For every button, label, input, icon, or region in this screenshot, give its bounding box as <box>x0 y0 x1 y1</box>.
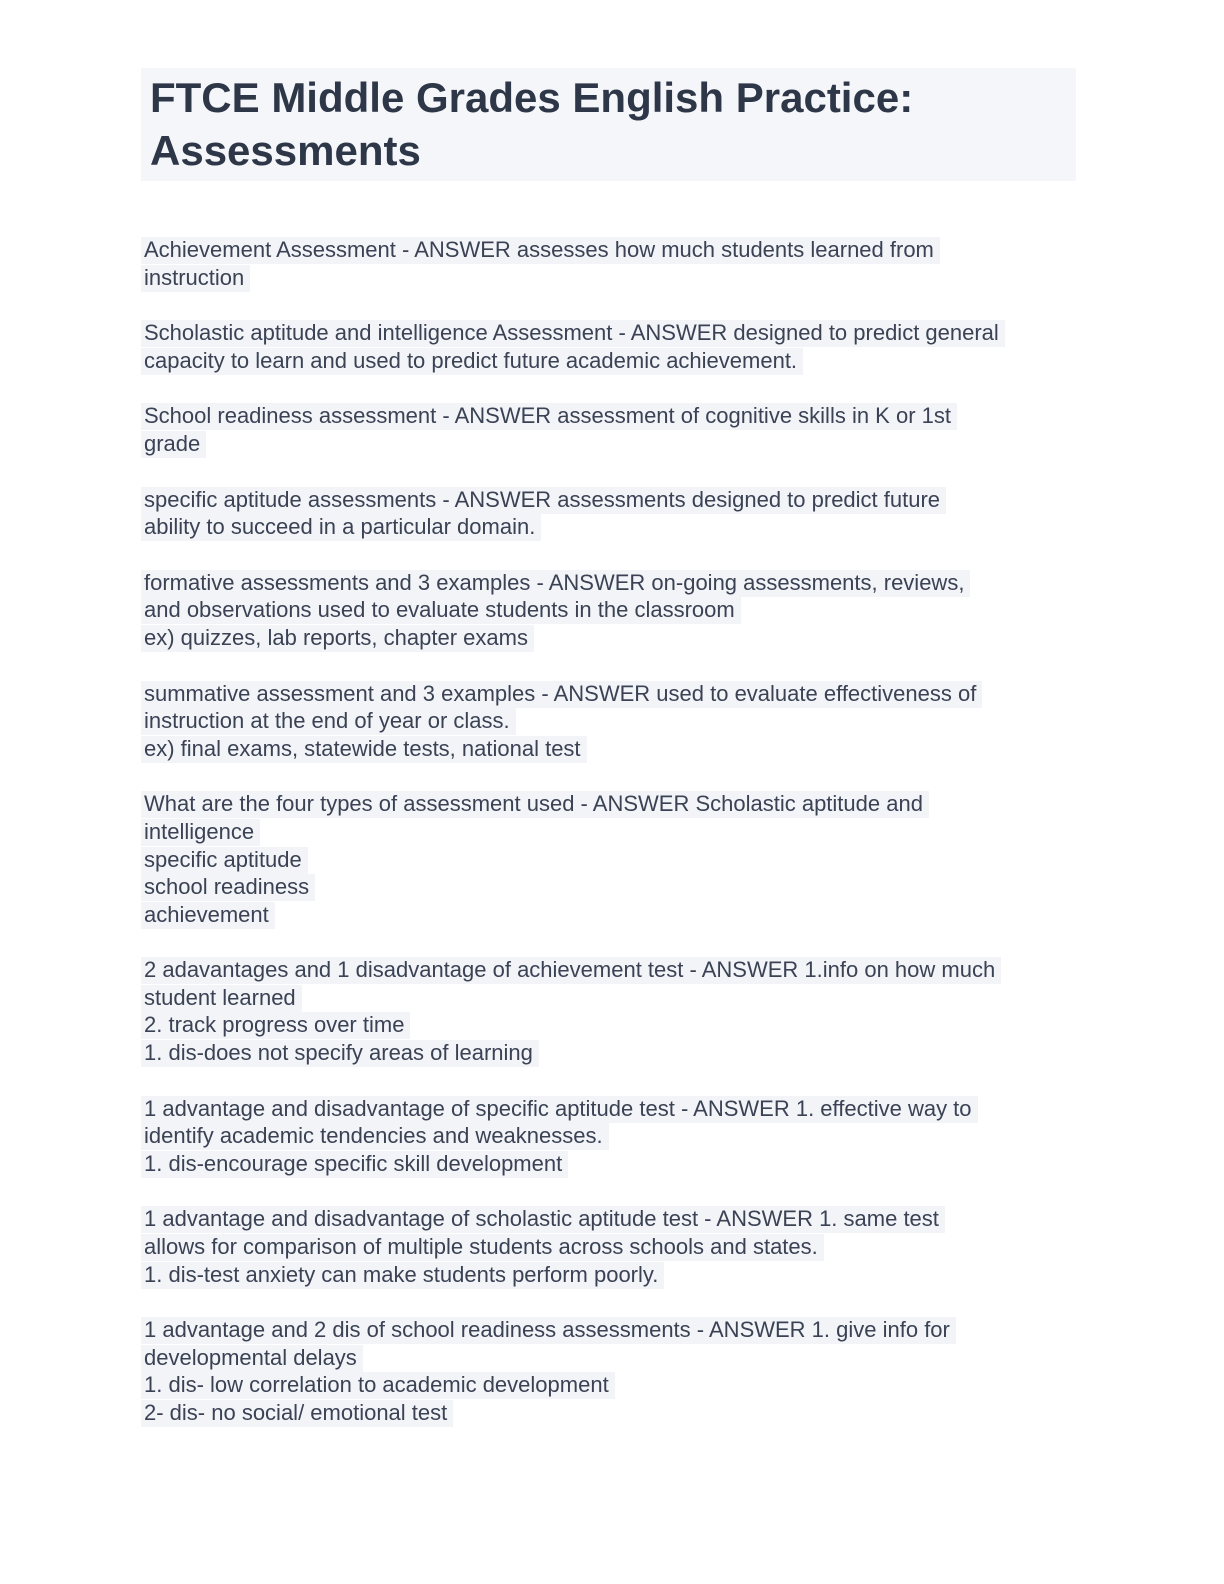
paragraph-line <box>141 1261 1076 1289</box>
paragraph <box>141 1095 1076 1178</box>
highlighted-text: 2- dis- no social/ emotional test <box>141 1400 453 1427</box>
highlighted-text: Achievement Assessment - ANSWER assesses how much students learned from <box>141 237 940 264</box>
paragraph-line <box>141 513 1076 541</box>
highlighted-text: 1 advantage and 2 dis of school readiness assessments - ANSWER 1. give info for <box>141 1317 956 1344</box>
paragraph-line <box>141 707 1076 735</box>
highlighted-text: formative assessments and 3 examples - ANSWER on-going assessments, reviews, <box>141 570 970 597</box>
highlighted-text: 1. dis-encourage specific skill development <box>141 1151 568 1178</box>
highlighted-text: student learned <box>141 985 302 1012</box>
document-body <box>141 236 1076 1427</box>
paragraph-line <box>141 319 1076 347</box>
page-title-line-2: Assessments <box>150 127 421 174</box>
paragraph-line <box>141 1011 1076 1039</box>
paragraph-line <box>141 1150 1076 1178</box>
highlighted-text: grade <box>141 431 206 458</box>
paragraph-line <box>141 846 1076 874</box>
highlighted-text: instruction <box>141 265 250 292</box>
paragraph <box>141 402 1076 457</box>
paragraph-line <box>141 1039 1076 1067</box>
paragraph-line <box>141 402 1076 430</box>
highlighted-text: ex) quizzes, lab reports, chapter exams <box>141 625 534 652</box>
highlighted-text: 1. dis-does not specify areas of learning <box>141 1040 539 1067</box>
paragraph-line <box>141 1316 1076 1344</box>
highlighted-text: ability to succeed in a particular domain. <box>141 514 541 541</box>
paragraph <box>141 1316 1076 1426</box>
highlighted-text: 2 adavantages and 1 disadvantage of achievement test - ANSWER 1.info on how much <box>141 957 1001 984</box>
paragraph-line <box>141 873 1076 901</box>
paragraph <box>141 1205 1076 1288</box>
highlighted-text: ex) final exams, statewide tests, national test <box>141 736 587 763</box>
paragraph-line <box>141 1122 1076 1150</box>
paragraph-line <box>141 569 1076 597</box>
highlighted-text: achievement <box>141 902 275 929</box>
highlighted-text: summative assessment and 3 examples - ANSWER used to evaluate effectiveness of <box>141 681 982 708</box>
paragraph-line <box>141 790 1076 818</box>
paragraph <box>141 790 1076 928</box>
paragraph-line <box>141 236 1076 264</box>
paragraph-line <box>141 735 1076 763</box>
highlighted-text: specific aptitude <box>141 847 308 874</box>
paragraph <box>141 569 1076 652</box>
page-title-line-1: FTCE Middle Grades English Practice: <box>150 74 914 121</box>
highlighted-text: Scholastic aptitude and intelligence Assessment - ANSWER designed to predict general <box>141 320 1005 347</box>
paragraph <box>141 956 1076 1066</box>
highlighted-text: and observations used to evaluate students in the classroom <box>141 597 741 624</box>
paragraph-line <box>141 956 1076 984</box>
paragraph-line <box>141 486 1076 514</box>
highlighted-text: identify academic tendencies and weaknesses. <box>141 1123 609 1150</box>
highlighted-text: 1. dis-test anxiety can make students perform poorly. <box>141 1262 664 1289</box>
page-title <box>141 68 1076 181</box>
paragraph <box>141 319 1076 374</box>
highlighted-text: developmental delays <box>141 1345 363 1372</box>
highlighted-text: 2. track progress over time <box>141 1012 410 1039</box>
paragraph-line <box>141 264 1076 292</box>
highlighted-text: What are the four types of assessment used - ANSWER Scholastic aptitude and <box>141 791 929 818</box>
highlighted-text: 1. dis- low correlation to academic development <box>141 1372 615 1399</box>
paragraph <box>141 680 1076 763</box>
paragraph-line <box>141 1399 1076 1427</box>
paragraph <box>141 236 1076 291</box>
paragraph-line <box>141 347 1076 375</box>
document-page <box>141 0 1076 1427</box>
highlighted-text: specific aptitude assessments - ANSWER assessments designed to predict future <box>141 487 946 514</box>
paragraph-line <box>141 430 1076 458</box>
paragraph-line <box>141 984 1076 1012</box>
paragraph-line <box>141 1344 1076 1372</box>
paragraph-line <box>141 1371 1076 1399</box>
paragraph <box>141 486 1076 541</box>
paragraph-line <box>141 1205 1076 1233</box>
highlighted-text: allows for comparison of multiple students across schools and states. <box>141 1234 824 1261</box>
paragraph-line <box>141 1095 1076 1123</box>
highlighted-text: 1 advantage and disadvantage of scholastic aptitude test - ANSWER 1. same test <box>141 1206 945 1233</box>
paragraph-line <box>141 596 1076 624</box>
paragraph-line <box>141 818 1076 846</box>
highlighted-text: school readiness <box>141 874 315 901</box>
highlighted-text: instruction at the end of year or class. <box>141 708 516 735</box>
highlighted-text: School readiness assessment - ANSWER assessment of cognitive skills in K or 1st <box>141 403 957 430</box>
highlighted-text: capacity to learn and used to predict future academic achievement. <box>141 348 803 375</box>
highlighted-text: intelligence <box>141 819 260 846</box>
paragraph-line <box>141 624 1076 652</box>
paragraph-line <box>141 901 1076 929</box>
highlighted-text: 1 advantage and disadvantage of specific aptitude test - ANSWER 1. effective way to <box>141 1096 978 1123</box>
paragraph-line <box>141 1233 1076 1261</box>
paragraph-line <box>141 680 1076 708</box>
